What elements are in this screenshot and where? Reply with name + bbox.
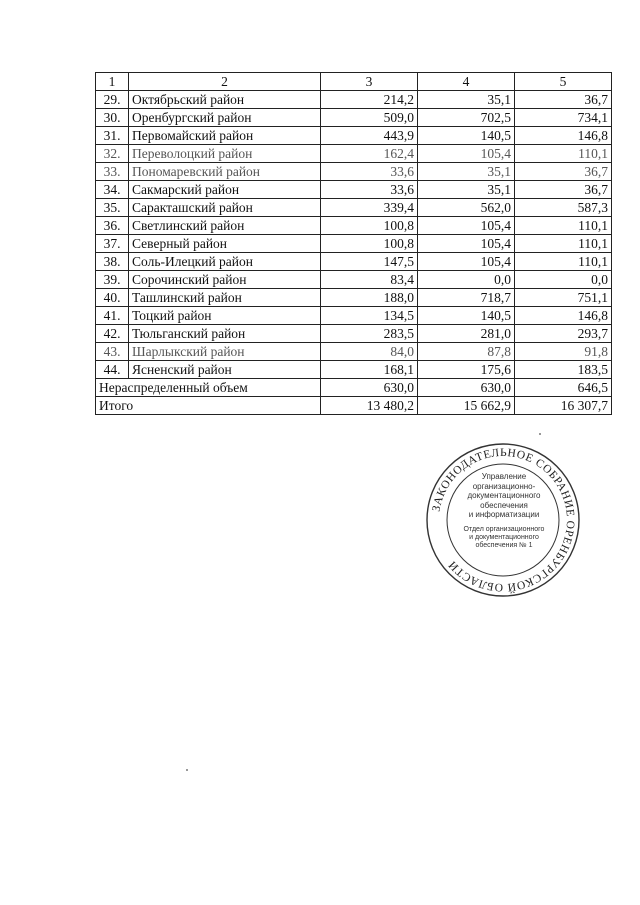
value-col5: 36,7 [515,181,612,199]
header-col-3: 3 [321,73,418,91]
row-number: 36. [96,217,129,235]
value-col5: 183,5 [515,361,612,379]
table-row [96,271,612,289]
value-col5: 751,1 [515,289,612,307]
row-number: 33. [96,163,129,181]
value-col3: 33,6 [321,163,418,181]
region-name: Сорочинский район [129,271,321,289]
unallocated-col4: 630,0 [418,379,515,397]
row-number: 44. [96,361,129,379]
header-col-4: 4 [418,73,515,91]
table-row [96,181,612,199]
total-col5: 16 307,7 [515,397,612,415]
value-col4: 105,4 [418,235,515,253]
value-col3: 33,6 [321,181,418,199]
seal-sub-line: Отдел организационного [463,525,545,533]
seal-sub-line: и документационного [469,533,539,541]
value-col3: 339,4 [321,199,418,217]
table-row [96,127,612,145]
region-name: Соль-Илецкий район [129,253,321,271]
header-col-5: 5 [515,73,612,91]
table-row [96,109,612,127]
region-name: Пономаревский район [129,163,321,181]
value-col5: 110,1 [515,217,612,235]
region-name: Саракташский район [129,199,321,217]
table-row [96,343,612,361]
seal-inner-text [445,472,563,550]
region-name: Ясненский район [129,361,321,379]
value-col4: 175,6 [418,361,515,379]
value-col5: 110,1 [515,145,612,163]
row-number: 38. [96,253,129,271]
value-col4: 105,4 [418,145,515,163]
scan-speck [539,433,541,435]
value-col3: 162,4 [321,145,418,163]
value-col4: 562,0 [418,199,515,217]
value-col4: 35,1 [418,163,515,181]
region-name: Сакмарский район [129,181,321,199]
total-col3: 13 480,2 [321,397,418,415]
row-number: 41. [96,307,129,325]
total-col4: 15 662,9 [418,397,515,415]
seal-sub-line: обеспечения № 1 [475,541,533,549]
table-header-row [96,73,612,91]
table-row [96,235,612,253]
value-col5: 146,8 [515,127,612,145]
value-col4: 35,1 [418,91,515,109]
value-col4: 87,8 [418,343,515,361]
seal-line: Управление [481,472,527,481]
value-col3: 188,0 [321,289,418,307]
row-number: 42. [96,325,129,343]
value-col4: 0,0 [418,271,515,289]
value-col3: 100,8 [321,235,418,253]
table-row [96,145,612,163]
table-body [96,91,612,415]
row-number: 34. [96,181,129,199]
value-col5: 110,1 [515,235,612,253]
row-number: 37. [96,235,129,253]
value-col3: 214,2 [321,91,418,109]
table-row [96,199,612,217]
unallocated-col5: 646,5 [515,379,612,397]
table-row [96,307,612,325]
value-col4: 105,4 [418,253,515,271]
value-col3: 83,4 [321,271,418,289]
region-name: Первомайский район [129,127,321,145]
value-col3: 168,1 [321,361,418,379]
table-row-total [96,397,612,415]
table-row [96,91,612,109]
region-name: Шарлыкский район [129,343,321,361]
total-label: Итого [96,397,321,415]
value-col5: 734,1 [515,109,612,127]
region-name: Переволоцкий район [129,145,321,163]
value-col3: 283,5 [321,325,418,343]
value-col5: 110,1 [515,253,612,271]
value-col5: 36,7 [515,91,612,109]
value-col3: 147,5 [321,253,418,271]
seal-line: документационного [467,491,541,500]
unallocated-col3: 630,0 [321,379,418,397]
value-col4: 702,5 [418,109,515,127]
table-row [96,289,612,307]
value-col5: 146,8 [515,307,612,325]
value-col3: 84,0 [321,343,418,361]
table-row [96,253,612,271]
value-col3: 134,5 [321,307,418,325]
row-number: 40. [96,289,129,307]
value-col4: 140,5 [418,127,515,145]
value-col5: 0,0 [515,271,612,289]
value-col3: 443,9 [321,127,418,145]
unallocated-label: Нераспределенный объем [96,379,321,397]
scan-speck [186,769,188,771]
table-row [96,325,612,343]
table-row [96,361,612,379]
value-col4: 281,0 [418,325,515,343]
region-name: Тоцкий район [129,307,321,325]
row-number: 35. [96,199,129,217]
svg-text:ЗАКОНОДАТЕЛЬНОЕ СОБРАНИЕ ОРЕНБ: ЗАКОНОДАТЕЛЬНОЕ СОБРАНИЕ ОРЕНБУРГСКОЙ ОБЛАСТИ [430,446,577,594]
value-col5: 293,7 [515,325,612,343]
seal-line: обеспечения [480,500,528,510]
region-name: Северный район [129,235,321,253]
row-number: 32. [96,145,129,163]
appropriation-table [95,72,612,415]
value-col3: 100,8 [321,217,418,235]
region-name: Светлинский район [129,217,321,235]
value-col4: 105,4 [418,217,515,235]
value-col4: 35,1 [418,181,515,199]
seal-line: организационно- [472,481,536,491]
value-col5: 36,7 [515,163,612,181]
region-name: Октябрьский район [129,91,321,109]
seal-line: и информатизации [468,510,540,519]
row-number: 43. [96,343,129,361]
region-name: Ташлинский район [129,289,321,307]
row-number: 29. [96,91,129,109]
value-col4: 140,5 [418,307,515,325]
value-col5: 587,3 [515,199,612,217]
region-name: Тюльганский район [129,325,321,343]
header-col-2: 2 [129,73,321,91]
row-number: 39. [96,271,129,289]
row-number: 30. [96,109,129,127]
value-col5: 91,8 [515,343,612,361]
table-row [96,163,612,181]
row-number: 31. [96,127,129,145]
region-name: Оренбургский район [129,109,321,127]
table-row-unallocated [96,379,612,397]
table-row [96,217,612,235]
header-col-1: 1 [96,73,129,91]
value-col4: 718,7 [418,289,515,307]
value-col3: 509,0 [321,109,418,127]
